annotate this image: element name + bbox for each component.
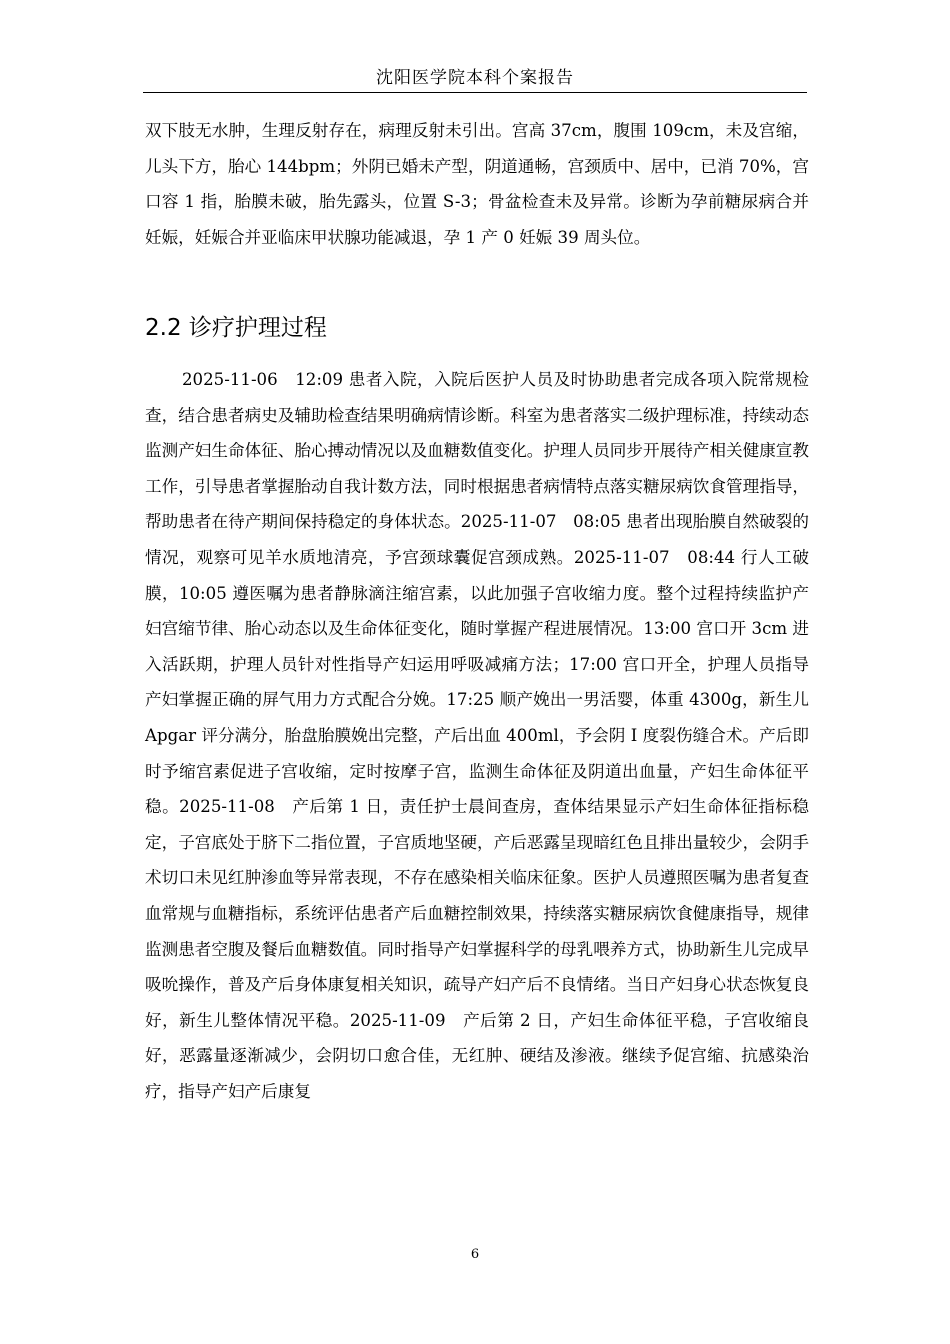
body-paragraph: 双下肢无水肿，生理反射存在，病理反射未引出。宫高 37cm，腹围 109cm，未及宫缩，儿头下方，胎心 144bpm；外阴已婚未产型，阴道通畅，宫颈质中、居中，已消 70%，宫口容 1 指，胎膜未破，胎先露头，位置 S-3；骨盆检查未及异常。诊断为孕前糖尿病合并妊娠，妊娠合并亚临床甲状腺功能减退，孕 1 产 0 妊娠 39 周头位。 [145, 121, 809, 247]
header-divider [143, 92, 807, 93]
body-paragraph: 2025-11-06 12:09 患者入院，入院后医护人员及时协助患者完成各项入院常规检查，结合患者病史及辅助检查结果明确病情诊断。科室为患者落实二级护理标准，持续动态监测产妇生命体征、胎心搏动情况以及血糖数值变化。护理人员同步开展待产相关健康宣教工作，引导患者掌握胎动自我计数方法，同时根据患者病情特点落实糖尿病饮食管理指导，帮助患者在待产期间保持稳定的身体状态。2025-11-07 08:05 患者出现胎膜自然破裂的情况，观察可见羊水质地清亮，予宫颈球囊促宫颈成熟。2025-11-07 08:44 行人工破膜，10:05 遵医嘱为患者静脉滴注缩宫素，以此加强子宫收缩力度。整个过程持续监护产妇宫缩节律、胎心动态以及生命体征变化，随时掌握产程进展情况。13:00 宫口开 3cm 进入活跃期，护理人员针对性指导产妇运用呼吸减痛方法；17:00 宫口开全，护理人员指导产妇掌握正确的屏气用力方式配合分娩。17:25 顺产娩出一男活婴，体重 4300g，新生儿 Apgar 评分满分，胎盘胎膜娩出完整，产后出血 400ml，予会阴 Ⅰ 度裂伤缝合术。产后即时予缩宫素促进子宫收缩，定时按摩子宫，监测生命体征及阴道出血量，产妇生命体征平稳。2025-11-08 产后第 1 日，责任护士晨间查房，查体结果显示产妇生命体征指标稳定，子宫底处于脐下二指位置，子宫质地坚硬，产后恶露呈现暗红色且排出量较少，会阴手术切口未见红肿渗血等异常表现，不存在感染相关临床征象。医护人员遵照医嘱为患者复查血常规与血糖指标，系统评估患者产后血糖控制效果，持续落实糖尿病饮食健康指导，规律监测患者空腹及餐后血糖数值。同时指导产妇掌握科学的母乳喂养方式，协助新生儿完成早吸吮操作，普及产后身体康复相关知识，疏导产妇产后不良情绪。当日产妇身心状态恢复良好，新生儿整体情况平稳。2025-11-09 产后第 2 日，产妇生命体征平稳，子宫收缩良好，恶露量逐渐减少，会阴切口愈合佳，无红肿、硬结及渗液。继续予促宫缩、抗感染治疗，指导产妇产后康复 [145, 370, 809, 1101]
section-heading: 2.2 诊疗护理过程 [145, 315, 327, 341]
running-header: 沈阳医学院本科个案报告 [376, 68, 574, 88]
page-number: 6 [470, 1247, 480, 1262]
